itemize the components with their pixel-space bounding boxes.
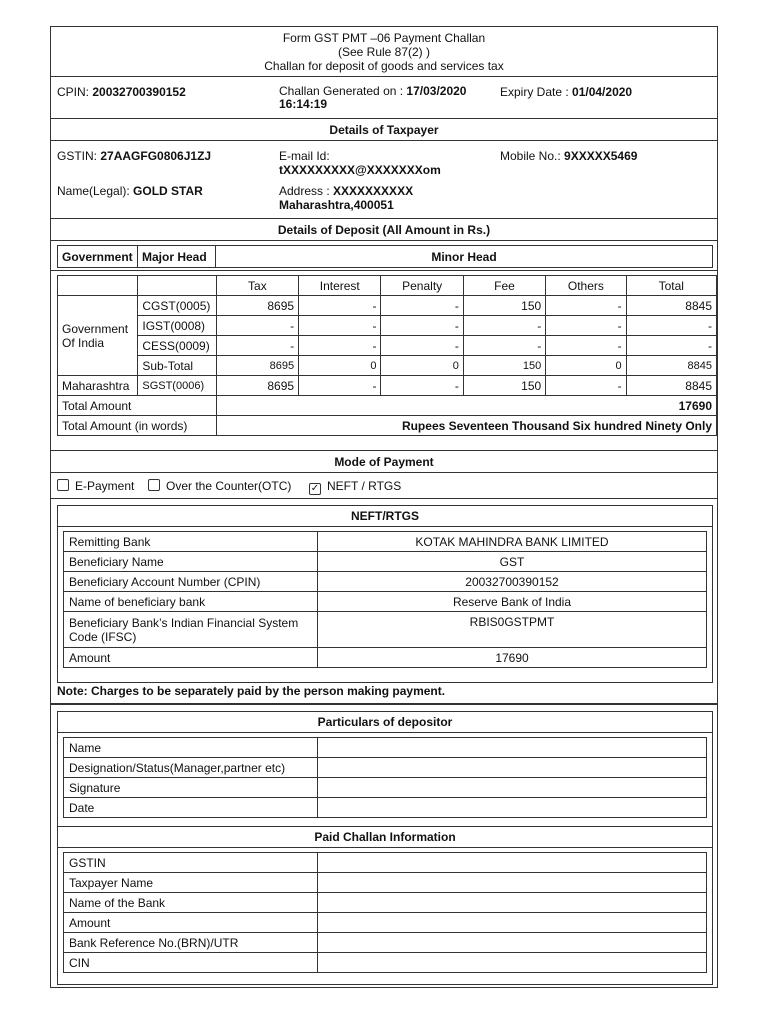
cell: -: [463, 336, 545, 356]
row-label: Designation/Status(Manager,partner etc): [64, 758, 318, 778]
state-name: Maharashtra: [58, 376, 138, 396]
head-government: Government: [58, 246, 138, 268]
neft-title: NEFT/RTGS: [58, 506, 712, 527]
neft-section: [51, 499, 717, 705]
otc-checkbox[interactable]: [148, 479, 160, 491]
table-row: [58, 296, 717, 316]
cell: 0: [381, 356, 463, 376]
words-value: Rupees Seventeen Thousand Six hundred Ninety Only: [216, 416, 716, 436]
depositor-title: Particulars of depositor: [58, 712, 712, 733]
row-value: GST: [318, 552, 707, 572]
row-label: Beneficiary Bank’s Indian Financial System Code (IFSC): [64, 612, 318, 648]
col-penalty: Penalty: [381, 276, 463, 296]
col-interest: Interest: [299, 276, 381, 296]
government-of-india: Government Of India: [58, 296, 138, 376]
option-label: Over the Counter(OTC): [166, 479, 292, 493]
name-input[interactable]: [318, 738, 707, 758]
cpin: CPIN: 20032700390152: [57, 85, 186, 99]
row-value: [318, 853, 707, 873]
signature-input[interactable]: [318, 778, 707, 798]
table-row: [64, 913, 707, 933]
table-row: [64, 778, 707, 798]
row-label: Name: [64, 738, 318, 758]
taxpayer-title: Details of Taxpayer: [51, 119, 717, 141]
cell: 8695: [216, 376, 298, 396]
legal-name: Name(Legal): GOLD STAR: [57, 184, 203, 198]
cpin-row: [51, 77, 717, 119]
col-fee: Fee: [463, 276, 545, 296]
depositor-box: [57, 711, 713, 985]
col-tax: Tax: [216, 276, 298, 296]
table-row: [64, 572, 707, 592]
date-input[interactable]: [318, 798, 707, 818]
row-label: Bank Reference No.(BRN)/UTR: [64, 933, 318, 953]
form-header: [51, 27, 717, 77]
option-otc[interactable]: [148, 479, 291, 493]
row-label: Amount: [64, 648, 318, 668]
row-value: [318, 953, 707, 973]
row-label: Beneficiary Name: [64, 552, 318, 572]
cell: 150: [463, 376, 545, 396]
cell: -: [299, 316, 381, 336]
cell: -: [463, 316, 545, 336]
cell: -: [381, 376, 463, 396]
address: Address : XXXXXXXXXX Maharashtra,400051: [279, 184, 414, 212]
cell: 150: [463, 356, 545, 376]
form-subtitle: Challan for deposit of goods and services tax: [264, 59, 504, 73]
cell: 8845: [626, 356, 716, 376]
paid-challan-title: Paid Challan Information: [58, 826, 712, 848]
mode-options: [51, 473, 717, 499]
head-row: [51, 241, 717, 271]
col-others: Others: [546, 276, 626, 296]
row-label: Taxpayer Name: [64, 873, 318, 893]
cell: -: [299, 336, 381, 356]
epayment-checkbox[interactable]: [57, 479, 69, 491]
cell: -: [299, 376, 381, 396]
table-row: [64, 873, 707, 893]
row-value: [318, 893, 707, 913]
row-label: Remitting Bank: [64, 532, 318, 552]
option-epayment[interactable]: [57, 479, 134, 493]
expiry-date: Expiry Date : 01/04/2020: [500, 85, 633, 99]
row-head: IGST(0008): [138, 316, 216, 336]
cell: -: [299, 296, 381, 316]
col-total: Total: [626, 276, 716, 296]
mode-title: Mode of Payment: [51, 451, 717, 473]
table-row: [64, 648, 707, 668]
head-major: Major Head: [138, 246, 216, 268]
table-row: [64, 592, 707, 612]
row-label: Date: [64, 798, 318, 818]
charges-note: Note: Charges to be separately paid by the person making payment.: [57, 684, 446, 698]
challan-form: [50, 26, 718, 988]
total-value: 17690: [216, 396, 716, 416]
cell: -: [216, 316, 298, 336]
row-value: [318, 933, 707, 953]
table-row: [64, 758, 707, 778]
deposit-title: Details of Deposit (All Amount in Rs.): [51, 219, 717, 241]
cell: 0: [299, 356, 381, 376]
cell: -: [381, 316, 463, 336]
row-value: [318, 873, 707, 893]
table-row: [58, 316, 717, 336]
row-label: Signature: [64, 778, 318, 798]
neft-checkbox[interactable]: ✓: [310, 483, 320, 494]
total-row: [58, 396, 717, 416]
form-title: Form GST PMT –06 Payment Challan: [282, 31, 486, 45]
cell: -: [216, 336, 298, 356]
table-row: [58, 336, 717, 356]
paid-challan-table: [63, 852, 707, 973]
row-head: CESS(0009): [138, 336, 216, 356]
cell: -: [546, 296, 626, 316]
row-label: Amount: [64, 913, 318, 933]
words-row: [58, 416, 717, 436]
cell: 8695: [216, 296, 298, 316]
row-value: 20032700390152: [318, 572, 707, 592]
table-row: [64, 933, 707, 953]
table-row: [58, 356, 717, 376]
email: E-mail Id: tXXXXXXXXX@XXXXXXXom: [279, 149, 441, 177]
row-label: CIN: [64, 953, 318, 973]
cell: -: [546, 316, 626, 336]
cell: -: [626, 316, 716, 336]
cell: -: [546, 376, 626, 396]
row-value: 17690: [318, 648, 707, 668]
cell: -: [546, 336, 626, 356]
head-minor: Minor Head: [216, 246, 713, 268]
cell: -: [626, 336, 716, 356]
mobile: Mobile No.: 9XXXXX5469: [500, 149, 638, 163]
table-row: [64, 738, 707, 758]
row-head: Sub-Total: [138, 356, 216, 376]
cell: 8845: [626, 376, 716, 396]
row-value: [318, 913, 707, 933]
table-row: [64, 552, 707, 572]
table-row: [64, 893, 707, 913]
deposit-table: [57, 275, 717, 436]
neft-table: [63, 531, 707, 668]
row-value: KOTAK MAHINDRA BANK LIMITED: [318, 532, 707, 552]
challan-generated: Challan Generated on : 17/03/2020 16:14:19: [279, 84, 467, 111]
cell: -: [381, 336, 463, 356]
depositor-table: [63, 737, 707, 818]
cell: 150: [463, 296, 545, 316]
table-row: [64, 853, 707, 873]
cell: -: [381, 296, 463, 316]
row-value: Reserve Bank of India: [318, 592, 707, 612]
words-label: Total Amount (in words): [58, 416, 217, 436]
total-label: Total Amount: [58, 396, 217, 416]
gstin: GSTIN: 27AAGFG0806J1ZJ: [57, 149, 212, 163]
row-label: Name of beneficiary bank: [64, 592, 318, 612]
table-row: [64, 953, 707, 973]
row-head: SGST(0006): [138, 376, 216, 396]
cell: 8695: [216, 356, 298, 376]
row-label: Name of the Bank: [64, 893, 318, 913]
designation-input[interactable]: [318, 758, 707, 778]
table-row: [64, 798, 707, 818]
table-row: [64, 612, 707, 648]
row-label: GSTIN: [64, 853, 318, 873]
option-label: E-Payment: [75, 479, 135, 493]
table-row: [64, 532, 707, 552]
neft-box: [57, 505, 713, 683]
taxpayer-details: [51, 141, 717, 219]
cell: 0: [546, 356, 626, 376]
row-label: Beneficiary Account Number (CPIN): [64, 572, 318, 592]
table-row: [58, 376, 717, 396]
row-head: CGST(0005): [138, 296, 216, 316]
deposit-section: [51, 271, 717, 451]
option-neft[interactable]: [309, 479, 401, 495]
option-label: NEFT / RTGS: [327, 479, 402, 493]
row-value: RBIS0GSTPMT: [318, 612, 707, 648]
cell: 8845: [626, 296, 716, 316]
form-rule: (See Rule 87(2) ): [337, 45, 431, 59]
